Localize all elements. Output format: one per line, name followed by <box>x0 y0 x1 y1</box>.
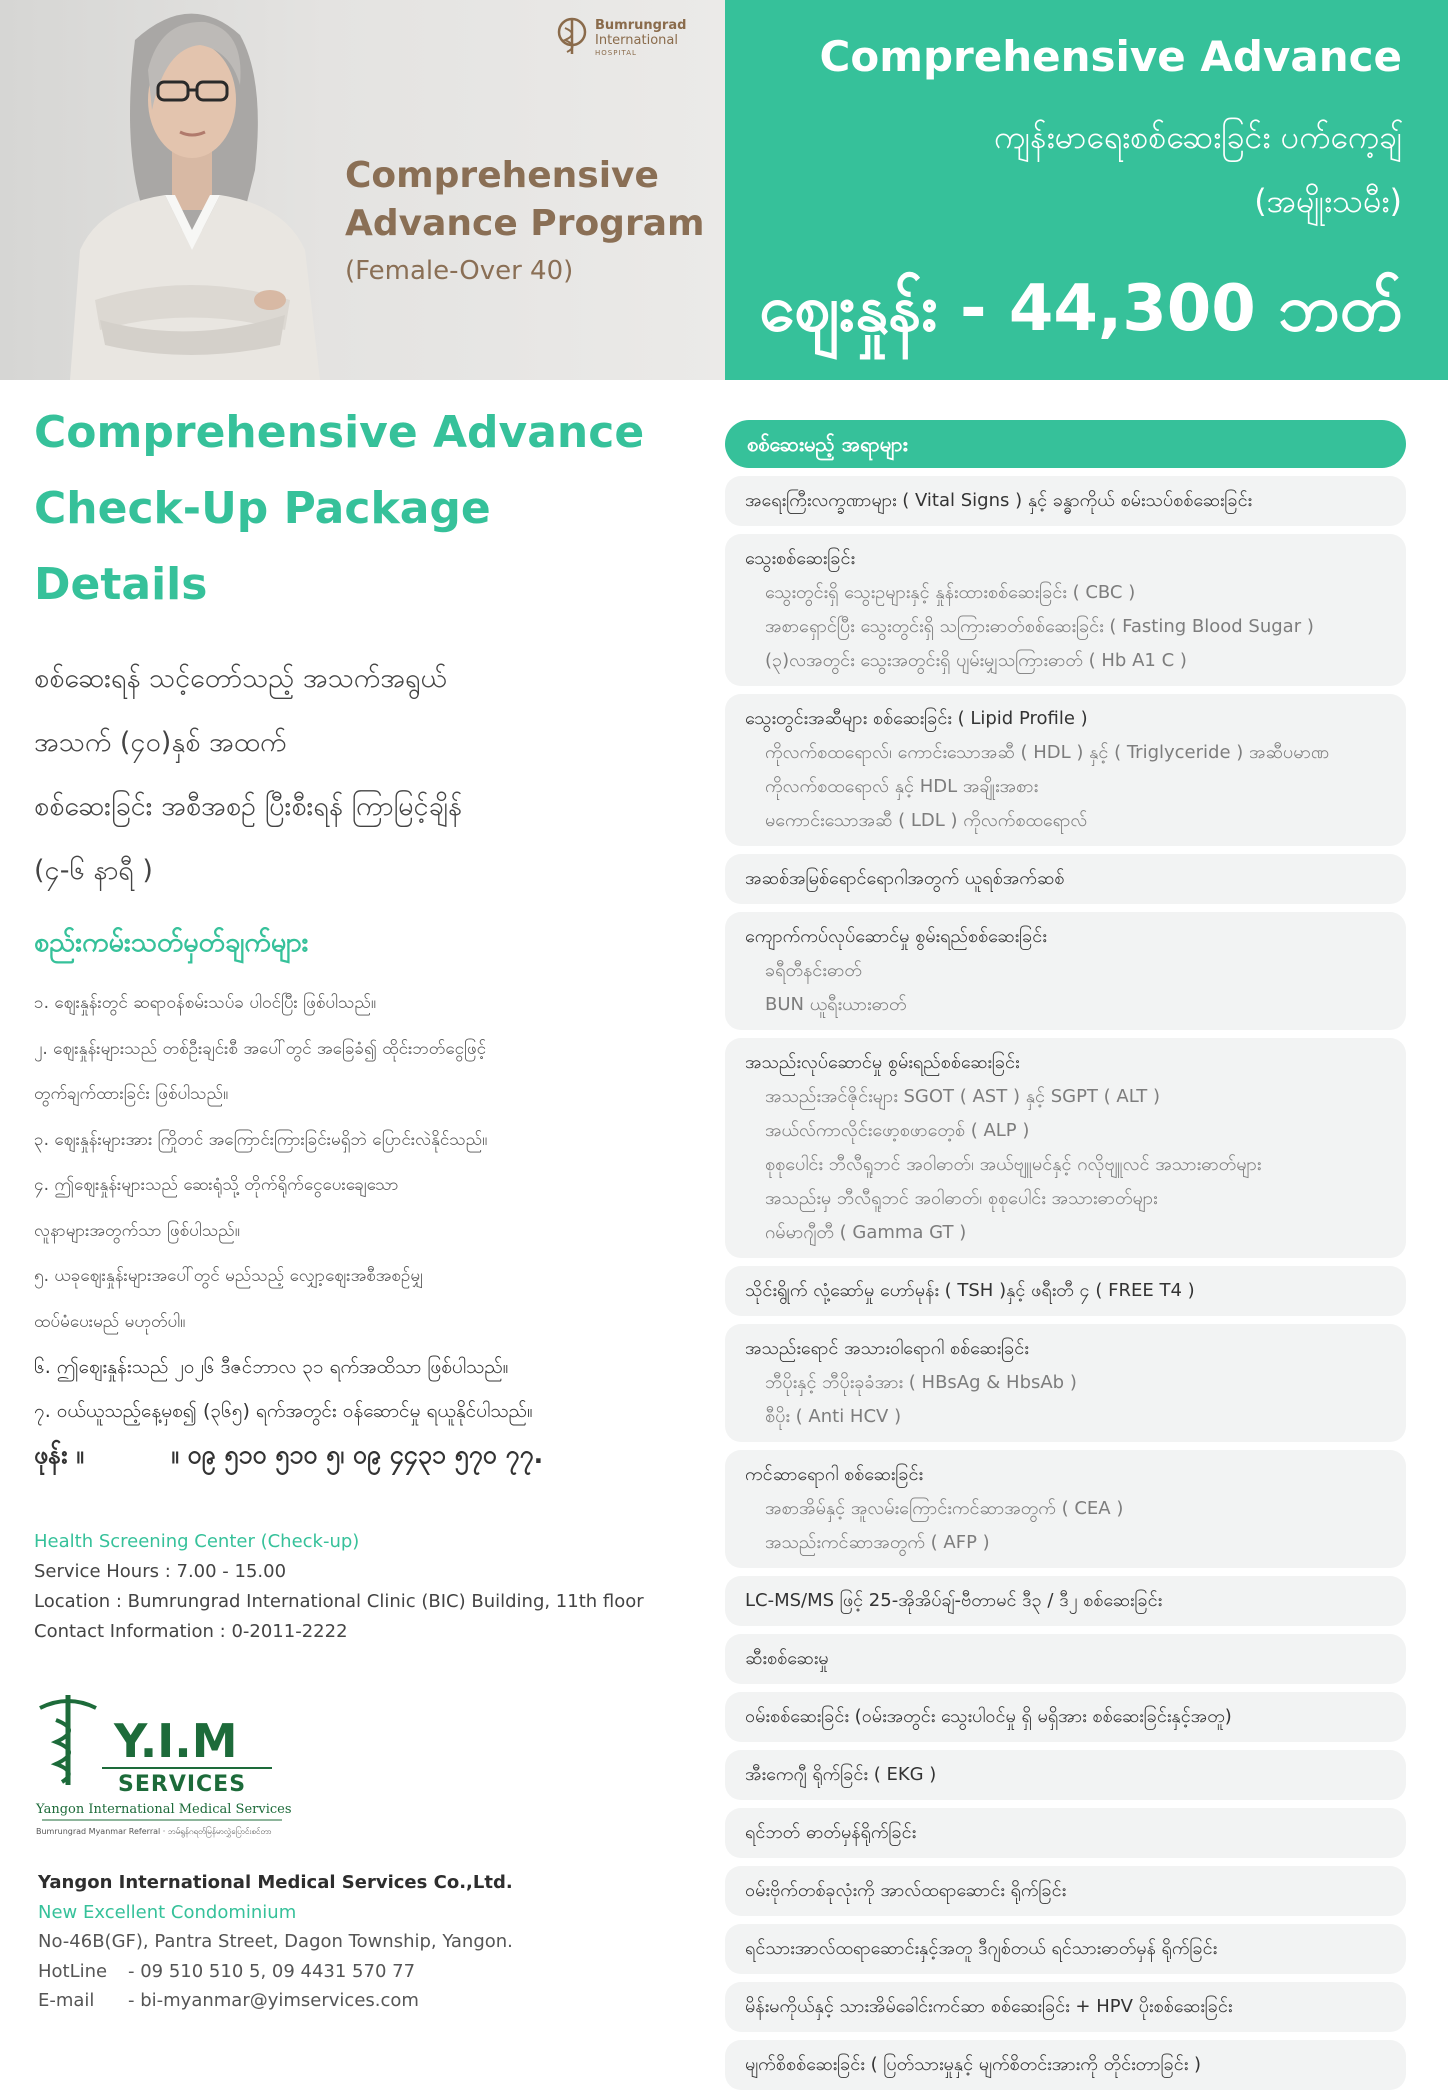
checkup-item-title: ကင်ဆာရောဂါ စစ်ဆေးခြင်း <box>745 1464 924 1485</box>
checkup-item <box>725 694 1406 846</box>
terms-line: ၇. ဝယ်ယူသည့်နေ့မှစ၍ (၃၆၅) ရက်အတွင်း ဝန်ဆောင်မှု ရယူနိုင်ပါသည်။ <box>34 1400 533 1422</box>
terms-list-extra <box>34 1345 684 1433</box>
checkup-item <box>725 1808 1406 1858</box>
checkup-item <box>725 1924 1406 1974</box>
checkup-subitem: ဂမ်မာဂျီတီ ( Gamma GT ) <box>765 1222 967 1243</box>
phone-numbers[interactable]: ။ ၀၉ ၅၁၀ ၅၁၀ ၅၊ ၀၉ ၄၄၃၁ ၅၇၀ ၇၇. <box>171 1440 544 1469</box>
checkup-item-title: အီးကေဂျီ ရိုက်ခြင်း ( EKG ) <box>745 1764 937 1785</box>
checkup-item-title: အသည်းလုပ်ဆောင်မှု စွမ်းရည်စစ်ဆေးခြင်း <box>745 1052 1020 1073</box>
woman-portrait-image <box>40 0 340 380</box>
yim-logo-name: Y.I.M <box>114 1714 238 1768</box>
checkup-item <box>725 1038 1406 1258</box>
email-label: E-mail <box>38 1990 95 2011</box>
checkup-item <box>725 1324 1406 1442</box>
terms-list <box>34 981 684 1345</box>
checkup-item-title: အရေးကြီးလက္ခဏာများ ( Vital Signs ) နှင့် ခန္ဓာကိုယ် စမ်းသပ်စစ်ဆေးခြင်း <box>745 490 1253 511</box>
package-title-line: Comprehensive Advance <box>34 407 645 458</box>
yim-logo-services: SERVICES <box>118 1772 247 1797</box>
intro-line: စစ်ဆေးခြင်း အစီအစဉ် ပြီးစီးရန် ကြာမြင့်ချိန် <box>34 791 462 822</box>
checkup-item <box>725 1866 1406 1916</box>
checkup-item <box>725 2040 1406 2090</box>
hero-title: Comprehensive Advance <box>819 32 1402 81</box>
checkup-item <box>725 912 1406 1030</box>
checkup-subitem: အသည်းမှ ဘီလီရူဘင် အဝါဓာတ်၊ စုစုပေါင်း အသားဓာတ်များ <box>765 1188 1158 1209</box>
hotline-row <box>38 1957 513 1987</box>
checkup-subitem: အသည်းကင်ဆာအတွက် ( AFP ) <box>765 1532 990 1553</box>
package-title-line: Details <box>34 559 208 610</box>
checkup-item <box>725 1634 1406 1684</box>
email-address[interactable]: - bi-myanmar@yimservices.com <box>128 1990 419 2011</box>
checkup-item-title: သွေးစစ်ဆေးခြင်း <box>745 548 856 569</box>
hotline-numbers[interactable]: - 09 510 510 5, 09 4431 570 77 <box>128 1960 416 1982</box>
yim-logo-fullname: Yangon International Medical Services <box>36 1802 292 1817</box>
checkup-subitem: (၃)လအတွင်း သွေးအတွင်းရှိ ပျမ်းမျှသကြားဓာတ် ( Hb A1 C ) <box>765 650 1187 671</box>
intro-line: (၄-၆ နာရီ ) <box>34 855 153 886</box>
hsc-contact: Contact Information : 0-2011-2222 <box>34 1621 348 1642</box>
checkup-item <box>725 854 1406 904</box>
checkup-item <box>725 476 1406 526</box>
checkup-subitem: ဘီပိုးနှင့် ဘီပိုးခုခံအား ( HBsAg & HbsAb ) <box>765 1372 1077 1393</box>
checkup-subitem: စီပိုး ( Anti HCV ) <box>765 1406 902 1427</box>
program-title-line-2: Advance Program <box>345 203 705 244</box>
package-title-line: Check-Up Package <box>34 483 491 534</box>
checkup-subitem: အသည်းအင်ဇိုင်းများ SGOT ( AST ) နှင့် SGPT ( ALT ) <box>765 1086 1160 1107</box>
hsc-heading: Health Screening Center (Check-up) <box>34 1531 360 1552</box>
program-title-line-1: Comprehensive <box>345 155 659 196</box>
checkup-item <box>725 534 1406 686</box>
checkup-subitem: BUN ယူရီးယားဓာတ် <box>765 994 907 1015</box>
checkup-item-title: ဝမ်းစစ်ဆေးခြင်း (ဝမ်းအတွင်း သွေးပါဝင်မှု ရှိ မရှိအား စစ်ဆေးခြင်းနှင့်အတူ) <box>745 1706 1232 1727</box>
checkup-item-title: ဝမ်းဗိုက်တစ်ခုလုံးကို အာလ်ထရာဆောင်း ရိုက်ခြင်း <box>745 1880 1067 1901</box>
checkup-item-title: မိန်းမကိုယ်နှင့် သားအိမ်ခေါင်းကင်ဆာ စစ်ဆေးခြင်း + HPV ပိုးစစ်ဆေးခြင်း <box>745 1996 1233 2017</box>
terms-line: ၅. ယခုဈေးနှုန်းများအပေါ်တွင် မည်သည့် လျှော့ဈေးအစီအစဉ်မျှ <box>34 1266 424 1286</box>
checkup-item-title: အဆစ်အမြစ်ရောင်ရောဂါအတွက် ယူရစ်အက်ဆစ် <box>745 868 1065 889</box>
hero-gender-label: (အမျိုးသမီး) <box>1254 182 1402 220</box>
hsc-location: Location : Bumrungrad International Clinic (BIC) Building, 11th floor <box>34 1591 644 1612</box>
package-title <box>34 395 684 623</box>
checkup-subitem: ကိုလက်စထရောလ်၊ ကောင်းသောအဆီ ( HDL ) နှင့် ( Triglyceride ) အဆီပမာဏ <box>765 742 1330 763</box>
checkup-subitem: စုစုပေါင်း ဘီလီရူဘင် အဝါဓာတ်၊ အယ်ဗျူမင်နှင့် ဂလိုဗျူလင် အသားဓာတ်များ <box>765 1154 1262 1175</box>
checkup-subitem: အစာရှောင်ပြီး သွေးတွင်းရှိ သကြားဓာတ်စစ်ဆေးခြင်း ( Fasting Blood Sugar ) <box>765 616 1314 637</box>
checkup-subitem: အစာအိမ်နှင့် အူလမ်းကြောင်းကင်ဆာအတွက် ( CEA ) <box>765 1498 1124 1519</box>
checkup-item-title: သွေးတွင်းအဆီများ စစ်ဆေးခြင်း ( Lipid Profile ) <box>745 708 1088 729</box>
terms-line: တွက်ချက်ထားခြင်း ဖြစ်ပါသည်။ <box>34 1084 229 1104</box>
checkup-item <box>725 1982 1406 2032</box>
company-address: No-46B(GF), Pantra Street, Dagon Township, Yangon. <box>38 1931 513 1952</box>
checkup-item-title: သိုင်းရွိုက် လုံ့ဆော်မှု ဟော်မုန်း ( TSH )နှင့် ဖရီးတီ ၄ ( FREE T4 ) <box>745 1280 1195 1301</box>
program-title <box>345 152 705 248</box>
brand-line-3: HOSPITAL <box>595 49 637 57</box>
checkup-items-column <box>725 420 1406 2098</box>
terms-line: ထပ်မံပေးမည် မဟုတ်ပါ။ <box>34 1311 186 1332</box>
checkup-item <box>725 1266 1406 1316</box>
checkup-subitem: ခရီတီနင်းဓာတ် <box>765 960 862 981</box>
terms-line: ၂. ဈေးနှုန်းများသည် တစ်ဦးချင်းစီ အပေါ်တွင် အခြေခံ၍ ထိုင်းဘတ်ငွေဖြင့် <box>34 1038 486 1059</box>
hotline-label: HotLine <box>38 1960 108 1982</box>
checkup-item-title: ရင်သားအာလ်ထရာဆောင်းနှင့်အတူ ဒီဂျစ်တယ် ရင်သားဓာတ်မှန် ရိုက်ခြင်း <box>745 1938 1218 1959</box>
program-subtitle: (Female-Over 40) <box>345 256 574 286</box>
intro-line: စစ်ဆေးရန် သင့်တော်သည့် အသက်အရွယ် <box>34 663 447 694</box>
checkup-item-title: LC-MS/MS ဖြင့် 25-အိုအိပ်ချ်-ဗီတာမင် ဒီ၃ / ဒီ၂ စစ်ဆေးခြင်း <box>745 1590 1163 1611</box>
items-list <box>725 476 1406 2090</box>
checkup-subitem: ကိုလက်စထရောလ် နှင့် HDL အချိုးအစား <box>765 776 1039 797</box>
package-details-column <box>34 395 684 1477</box>
terms-line: ၆. ဤဈေးနှုန်းသည် ၂၀၂၆ ဒီဇင်ဘာလ ၃၁ ရက်အထိသာ ဖြစ်ပါသည်။ <box>34 1356 509 1378</box>
checkup-item-title: ရင်ဘတ် ဓာတ်မှန်ရိုက်ခြင်း <box>745 1822 917 1843</box>
checkup-item <box>725 1576 1406 1626</box>
terms-line: ၁. ဈေးနှုန်းတွင် ဆရာဝန်စမ်းသပ်ခ ပါဝင်ပြီး ဖြစ်ပါသည်။ <box>34 993 377 1013</box>
checkup-subitem: အယ်လ်ကာလိုင်းဖော့စဖာတေ့စ် ( ALP ) <box>765 1120 1030 1141</box>
terms-line: ၃. ဈေးနှုန်းများအား ကြိုတင် အကြောင်းကြားခြင်းမရှိဘဲ ပြောင်းလဲနိုင်သည်။ <box>34 1129 488 1150</box>
checkup-subitem: သွေးတွင်းရှိ သွေးဥများနှင့် နှုန်းထားစစ်ဆေးခြင်း ( CBC ) <box>765 582 1136 603</box>
brand-line-2: International <box>595 33 678 48</box>
hsc-hours: Service Hours : 7.00 - 15.00 <box>34 1561 287 1582</box>
terms-line: လူနာများအတွက်သာ ဖြစ်ပါသည်။ <box>34 1220 240 1241</box>
terms-heading: စည်းကမ်းသတ်မှတ်ချက်များ <box>34 927 309 958</box>
email-row <box>38 1986 513 2016</box>
hero-subtitle-myanmar: ကျန်းမာရေးစစ်ဆေးခြင်း ပက်ကေ့ချ် <box>993 118 1402 156</box>
intro-line: အသက် (၄၀)နှစ် အထက် <box>34 727 287 758</box>
bumrungrad-logo <box>555 14 690 64</box>
items-heading: စစ်ဆေးမည့် အရာများ <box>725 420 1406 468</box>
checkup-item-title: အသည်းရောင် အသားဝါရောဂါ စစ်ဆေးခြင်း <box>745 1338 1029 1359</box>
checkup-item <box>725 1750 1406 1800</box>
checkup-item-title: မျက်စိစစ်ဆေးခြင်း ( ပြတ်သားမှုနှင့် မျက်စိတင်းအားကို တိုင်းတာခြင်း ) <box>745 2054 1202 2075</box>
price-label: ဈေးနှုန်း - 44,300 ဘတ် <box>759 272 1402 346</box>
company-contact <box>38 1868 513 2016</box>
brand-line-1: Bumrungrad <box>595 18 687 33</box>
yim-services-logo <box>32 1690 312 1850</box>
hero-left-panel <box>0 0 725 380</box>
checkup-subitem: မကောင်းသောအဆီ ( LDL ) ကိုလက်စထရောလ် <box>765 810 1088 831</box>
hero-right-panel <box>725 0 1448 380</box>
company-building: New Excellent Condominium <box>38 1901 297 1923</box>
checkup-item-title: ကျောက်ကပ်လုပ်ဆောင်မှု စွမ်းရည်စစ်ဆေးခြင်း <box>745 926 1047 947</box>
checkup-item-title: ဆီးစစ်ဆေးမှု <box>745 1648 829 1669</box>
package-intro <box>34 647 684 903</box>
checkup-item <box>725 1450 1406 1568</box>
health-screening-center-info <box>34 1527 644 1647</box>
phone-line <box>34 1433 684 1477</box>
caduceus-icon <box>555 16 589 56</box>
checkup-item <box>725 1692 1406 1742</box>
yim-logo-tagline: Bumrungrad Myanmar Referral · ဘမ်ရွန်ဂရတ်မြန်မာလွှဲပြောင်းစင်တာ <box>36 1827 272 1836</box>
company-name: Yangon International Medical Services Co.,Ltd. <box>38 1872 513 1893</box>
hero-banner <box>0 0 1448 380</box>
terms-line: ၄. ဤဈေးနှုန်းများသည် ဆေးရုံသို့ တိုက်ရိုက်ငွေပေးချေသော <box>34 1175 399 1195</box>
phone-label: ဖုန်း ။ <box>34 1440 84 1469</box>
